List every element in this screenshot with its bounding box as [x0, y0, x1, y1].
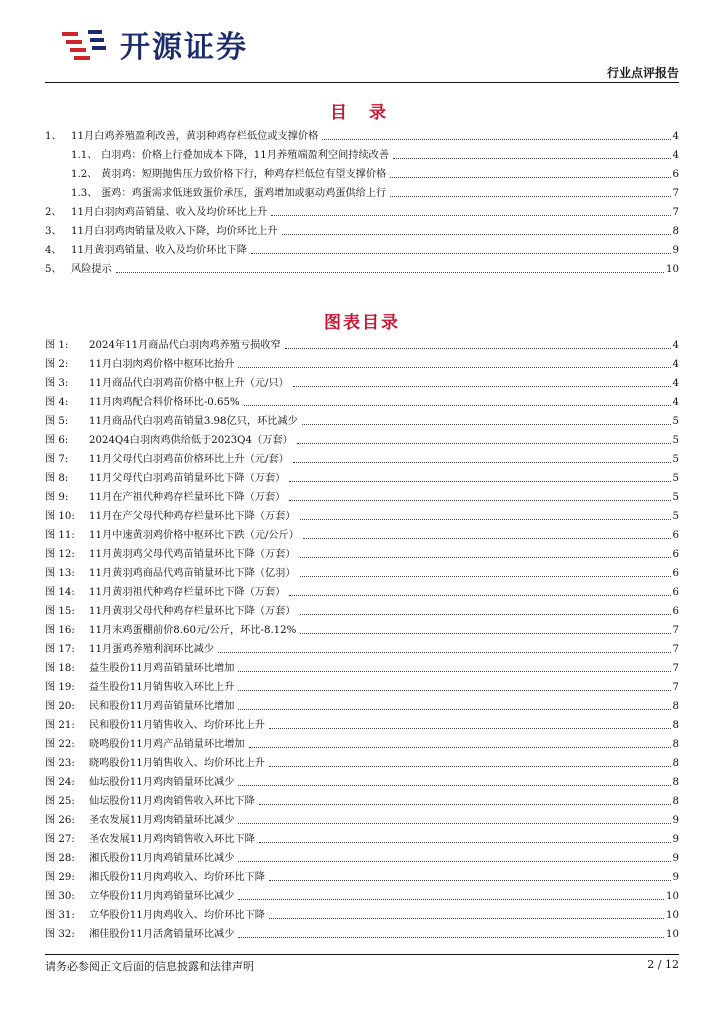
dot-leader	[251, 253, 671, 254]
entry-text: 圣农发展11月鸡肉销量环比减少	[89, 815, 235, 826]
figure-entry[interactable]	[45, 732, 679, 751]
entry-number: 图 2:	[45, 359, 69, 370]
toc-entry[interactable]	[45, 238, 679, 257]
entry-page-number: 8	[672, 701, 679, 712]
entry-page-number: 10	[666, 910, 679, 921]
entry-page-number: 9	[672, 872, 679, 883]
entry-label	[45, 891, 236, 903]
dot-leader	[289, 595, 670, 596]
entry-text: 2024年11月商品代白羽肉鸡养殖亏损收窄	[89, 340, 281, 351]
entry-number: 图 19:	[45, 682, 75, 693]
toc-entry[interactable]	[45, 200, 679, 219]
entry-text: 11月黄羽父母代种鸡存栏量环比下降（万套）	[89, 606, 296, 617]
entry-number: 图 11:	[45, 530, 75, 541]
entry-label	[71, 188, 388, 200]
entry-label	[45, 815, 236, 827]
entry-number: 图 5:	[45, 416, 69, 427]
entry-label	[45, 454, 291, 466]
entry-text: 11月黄羽祖代种鸡存栏量环比下降（万套）	[89, 587, 286, 598]
entry-number: 3、	[45, 226, 62, 237]
figure-entry[interactable]	[45, 390, 679, 409]
entry-page-number: 4	[672, 340, 679, 351]
dot-leader	[285, 348, 671, 349]
entry-page-number: 4	[672, 131, 679, 142]
entry-page-number: 7	[672, 625, 679, 636]
entry-label	[45, 530, 301, 542]
entry-label	[45, 568, 298, 580]
entry-label	[45, 378, 291, 390]
entry-label	[45, 492, 287, 504]
entry-number: 图 13:	[45, 568, 75, 579]
entry-number: 图 23:	[45, 758, 75, 769]
footer-disclaimer: 请务必参阅正文后面的信息披露和法律声明	[45, 960, 254, 973]
dot-leader	[259, 842, 671, 843]
entry-number: 图 20:	[45, 701, 75, 712]
dot-leader	[293, 386, 671, 387]
dot-leader	[289, 500, 670, 501]
figure-entry[interactable]	[45, 865, 679, 884]
toc-title: 目 录	[330, 103, 394, 123]
figure-entry[interactable]	[45, 656, 679, 675]
toc-entry[interactable]	[45, 143, 679, 162]
entry-label	[45, 663, 236, 675]
dot-leader	[393, 158, 670, 159]
figure-entry[interactable]	[45, 770, 679, 789]
dot-leader	[302, 424, 671, 425]
entry-label	[45, 435, 295, 447]
entry-text: 11月在产父母代种鸡存栏量环比下降（万套）	[89, 511, 296, 522]
entry-label	[45, 682, 236, 694]
entry-text: 黄羽鸡：短期抛售压力致价格下行，种鸡存栏低位有望支撑价格	[101, 169, 387, 180]
dot-leader	[116, 272, 664, 273]
entry-page-number: 10	[666, 264, 679, 275]
entry-label	[45, 340, 283, 352]
figure-entry[interactable]	[45, 694, 679, 713]
dot-leader	[238, 690, 670, 691]
entry-page-number: 7	[672, 188, 679, 199]
entry-number: 图 4:	[45, 397, 69, 408]
entry-text: 晓鸣股份11月销售收入、均价环比上升	[89, 758, 265, 769]
logo-mark-icon	[58, 24, 114, 64]
entry-label	[71, 169, 388, 181]
entry-page-number: 7	[672, 207, 679, 218]
entry-label	[45, 511, 298, 523]
entry-label	[45, 549, 298, 561]
entry-page-number: 9	[672, 815, 679, 826]
entry-page-number: 7	[672, 663, 679, 674]
figure-entry[interactable]	[45, 675, 679, 694]
entry-label	[45, 131, 320, 143]
entry-page-number: 7	[672, 644, 679, 655]
figure-entry[interactable]	[45, 808, 679, 827]
entry-page-number: 4	[672, 359, 679, 370]
toc-list	[45, 124, 679, 276]
figure-entry[interactable]	[45, 751, 679, 770]
dot-leader	[269, 918, 664, 919]
entry-number: 1.2、	[71, 169, 98, 180]
entry-number: 图 6:	[45, 435, 69, 446]
dot-leader	[238, 367, 670, 368]
entry-page-number: 9	[672, 853, 679, 864]
entry-page-number: 8	[672, 777, 679, 788]
dot-leader	[244, 405, 671, 406]
entry-number: 图 7:	[45, 454, 69, 465]
figure-entry[interactable]	[45, 599, 679, 618]
entry-text: 仙坛股份11月鸡肉销量环比减少	[89, 777, 235, 788]
entry-number: 图 16:	[45, 625, 75, 636]
entry-page-number: 4	[672, 397, 679, 408]
entry-text: 11月白羽肉鸡价格中枢环比抬升	[89, 359, 235, 370]
entry-label	[45, 910, 267, 922]
dot-leader	[390, 196, 670, 197]
entry-text: 2024Q4白羽肉鸡供给低于2023Q4（万套）	[89, 435, 293, 446]
page-number: 2 / 12	[647, 958, 679, 971]
dot-leader	[238, 861, 670, 862]
entry-label	[45, 739, 247, 751]
entry-number: 图 29:	[45, 872, 75, 883]
dot-leader	[282, 234, 671, 235]
entry-text: 晓鸣股份11月鸡产品销量环比增加	[89, 739, 245, 750]
entry-page-number: 5	[672, 511, 679, 522]
entry-page-number: 6	[672, 549, 679, 560]
figure-entry[interactable]	[45, 523, 679, 542]
entry-number: 图 9:	[45, 492, 69, 503]
entry-number: 5、	[45, 264, 62, 275]
dot-leader	[218, 652, 670, 653]
entry-text: 11月黄羽鸡销量、收入及均价环比下降	[71, 245, 247, 256]
entry-number: 2、	[45, 207, 62, 218]
entry-text: 11月商品代白羽鸡苗销量3.98亿只，环比减少	[89, 416, 298, 427]
dot-leader	[300, 519, 671, 520]
entry-text: 11月末鸡蛋棚前价8.60元/公斤，环比-8.12%	[89, 625, 297, 636]
dot-leader	[269, 728, 671, 729]
entry-label	[45, 853, 236, 865]
entry-text: 圣农发展11月鸡肉销售收入环比下降	[89, 834, 255, 845]
entry-text: 立华股份11月肉鸡销量环比减少	[89, 891, 235, 902]
entry-number: 图 1:	[45, 340, 69, 351]
dot-leader	[300, 557, 671, 558]
dot-leader	[390, 177, 670, 178]
figure-entry[interactable]	[45, 428, 679, 447]
entry-page-number: 6	[672, 530, 679, 541]
footer-divider	[45, 954, 679, 955]
dot-leader	[303, 538, 671, 539]
entry-text: 11月商品代白羽鸡苗价格中枢上升（元/只）	[89, 378, 289, 389]
dot-leader	[238, 899, 664, 900]
entry-number: 图 25:	[45, 796, 75, 807]
dot-leader	[269, 880, 671, 881]
entry-text: 11月父母代白羽鸡苗价格环比上升（元/套）	[89, 454, 289, 465]
entry-label	[45, 644, 216, 656]
entry-page-number: 10	[666, 891, 679, 902]
entry-text: 民和股份11月销售收入、均价环比上升	[89, 720, 265, 731]
entry-text: 湘氏股份11月肉鸡销量环比减少	[89, 853, 235, 864]
toc-entry[interactable]	[45, 257, 679, 276]
entry-page-number: 6	[672, 587, 679, 598]
dot-leader	[289, 481, 670, 482]
figure-entry[interactable]	[45, 637, 679, 656]
entry-text: 11月黄羽鸡商品代鸡苗销量环比下降（亿羽）	[89, 568, 296, 579]
entry-text: 立华股份11月肉鸡收入、均价环比下降	[89, 910, 265, 921]
entry-label	[45, 834, 257, 846]
toc-entry[interactable]	[45, 124, 679, 143]
entry-text: 11月蛋鸡养殖利润环比减少	[89, 644, 215, 655]
entry-page-number: 8	[672, 758, 679, 769]
dot-leader	[259, 804, 671, 805]
entry-page-number: 5	[672, 473, 679, 484]
entry-label	[45, 397, 242, 409]
entry-number: 图 15:	[45, 606, 75, 617]
entry-text: 益生股份11月鸡苗销量环比增加	[89, 663, 235, 674]
figure-entry[interactable]	[45, 352, 679, 371]
entry-label	[45, 796, 257, 808]
entry-page-number: 7	[672, 682, 679, 693]
entry-number: 图 12:	[45, 549, 75, 560]
entry-page-number: 6	[672, 606, 679, 617]
entry-text: 蛋鸡：鸡蛋需求低迷致蛋价承压，蛋鸡增加或驱动鸡蛋供给上行	[101, 188, 387, 199]
entry-number: 4、	[45, 245, 62, 256]
entry-page-number: 4	[672, 150, 679, 161]
entry-page-number: 5	[672, 435, 679, 446]
entry-label	[45, 606, 298, 618]
entry-page-number: 5	[672, 492, 679, 503]
figure-entry[interactable]	[45, 922, 679, 941]
entry-number: 1、	[45, 131, 62, 142]
entry-number: 图 18:	[45, 663, 75, 674]
entry-page-number: 9	[672, 834, 679, 845]
entry-text: 11月父母代白羽鸡苗销量环比下降（万套）	[89, 473, 286, 484]
entry-number: 图 8:	[45, 473, 69, 484]
entry-number: 1.3、	[71, 188, 98, 199]
entry-page-number: 8	[672, 720, 679, 731]
entry-number: 1.1、	[71, 150, 98, 161]
entry-label	[45, 587, 287, 599]
entry-label	[45, 625, 298, 637]
entry-label	[45, 473, 287, 485]
entry-label	[45, 245, 249, 257]
entry-number: 图 14:	[45, 587, 75, 598]
figure-entry[interactable]	[45, 447, 679, 466]
entry-text: 11月中速黄羽鸡价格中枢环比下跌（元/公斤）	[89, 530, 299, 541]
entry-number: 图 28:	[45, 853, 75, 864]
figure-entry[interactable]	[45, 884, 679, 903]
entry-page-number: 6	[672, 169, 679, 180]
figure-entry[interactable]	[45, 371, 679, 390]
dot-leader	[269, 766, 671, 767]
entry-number: 图 24:	[45, 777, 75, 788]
toc-entry[interactable]	[45, 219, 679, 238]
entry-page-number: 5	[672, 454, 679, 465]
entry-number: 图 3:	[45, 378, 69, 389]
figure-entry[interactable]	[45, 409, 679, 428]
figure-entry[interactable]	[45, 580, 679, 599]
entry-text: 11月肉鸡配合料价格环比-0.65%	[89, 397, 240, 408]
entry-number: 图 30:	[45, 891, 75, 902]
entry-text: 仙坛股份11月鸡肉销售收入环比下降	[89, 796, 255, 807]
dot-leader	[238, 823, 670, 824]
dot-leader	[271, 215, 670, 216]
entry-label	[45, 720, 267, 732]
entry-label	[45, 359, 236, 371]
entry-text: 11月白羽肉鸡苗销量、收入及均价环比上升	[71, 207, 268, 218]
figure-entry[interactable]	[45, 713, 679, 732]
entry-text: 湘佳股份11月活禽销量环比减少	[89, 929, 235, 940]
entry-text: 11月在产祖代种鸡存栏量环比下降（万套）	[89, 492, 286, 503]
entry-page-number: 8	[672, 739, 679, 750]
entry-number: 图 27:	[45, 834, 75, 845]
figure-entry[interactable]	[45, 504, 679, 523]
figure-entry[interactable]	[45, 618, 679, 637]
entry-label	[45, 226, 280, 238]
logo-text: 开源证券	[120, 30, 248, 65]
figure-entry[interactable]	[45, 903, 679, 922]
entry-label	[45, 416, 300, 428]
entry-page-number: 9	[672, 245, 679, 256]
figure-entry[interactable]	[45, 542, 679, 561]
header-divider	[45, 82, 679, 83]
entry-label	[45, 758, 267, 770]
figure-entry[interactable]	[45, 466, 679, 485]
entry-page-number: 8	[672, 226, 679, 237]
dot-leader	[300, 614, 671, 615]
dot-leader	[238, 671, 670, 672]
entry-label	[45, 207, 269, 219]
entry-label	[45, 872, 267, 884]
figure-entry[interactable]	[45, 846, 679, 865]
dot-leader	[238, 709, 670, 710]
entry-text: 11月白羽鸡肉销量及收入下降，均价环比上升	[71, 226, 278, 237]
dot-leader	[238, 937, 664, 938]
entry-label	[45, 264, 114, 276]
entry-page-number: 8	[672, 796, 679, 807]
toc-entry[interactable]	[45, 181, 679, 200]
figure-entry[interactable]	[45, 485, 679, 504]
entry-number: 图 22:	[45, 739, 75, 750]
figure-list	[45, 333, 679, 941]
entry-text: 湘氏股份11月肉鸡收入、均价环比下降	[89, 872, 265, 883]
entry-page-number: 10	[666, 929, 679, 940]
entry-text: 11月黄羽鸡父母代鸡苗销量环比下降（万套）	[89, 549, 296, 560]
entry-page-number: 5	[672, 416, 679, 427]
figure-entry[interactable]	[45, 561, 679, 580]
entry-page-number: 4	[672, 378, 679, 389]
entry-page-number: 6	[672, 568, 679, 579]
toc-entry[interactable]	[45, 162, 679, 181]
figure-entry[interactable]	[45, 827, 679, 846]
company-logo	[58, 22, 248, 66]
dot-leader	[238, 785, 670, 786]
entry-label	[45, 777, 236, 789]
entry-text: 11月白鸡养殖盈利改善，黄羽种鸡存栏低位或支撑价格	[71, 131, 319, 142]
entry-label	[71, 150, 391, 162]
dot-leader	[322, 139, 670, 140]
entry-text: 民和股份11月鸡苗销量环比增加	[89, 701, 235, 712]
entry-text: 益生股份11月销售收入环比上升	[89, 682, 235, 693]
entry-number: 图 32:	[45, 929, 75, 940]
figure-entry[interactable]	[45, 789, 679, 808]
entry-number: 图 21:	[45, 720, 75, 731]
dot-leader	[300, 576, 671, 577]
entry-number: 图 17:	[45, 644, 75, 655]
entry-label	[45, 929, 236, 941]
entry-number: 图 31:	[45, 910, 75, 921]
entry-text: 风险提示	[71, 264, 112, 275]
figure-entry[interactable]	[45, 333, 679, 352]
dot-leader	[293, 462, 671, 463]
entry-number: 图 10:	[45, 511, 75, 522]
dot-leader	[300, 633, 670, 634]
entry-number: 图 26:	[45, 815, 75, 826]
entry-text: 白羽鸡：价格上行叠加成本下降，11月养殖端盈利空间持续改善	[101, 150, 390, 161]
document-type-label: 行业点评报告	[606, 66, 679, 80]
dot-leader	[249, 747, 671, 748]
entry-label	[45, 701, 236, 713]
figure-list-title: 图表目录	[324, 313, 400, 333]
dot-leader	[297, 443, 671, 444]
